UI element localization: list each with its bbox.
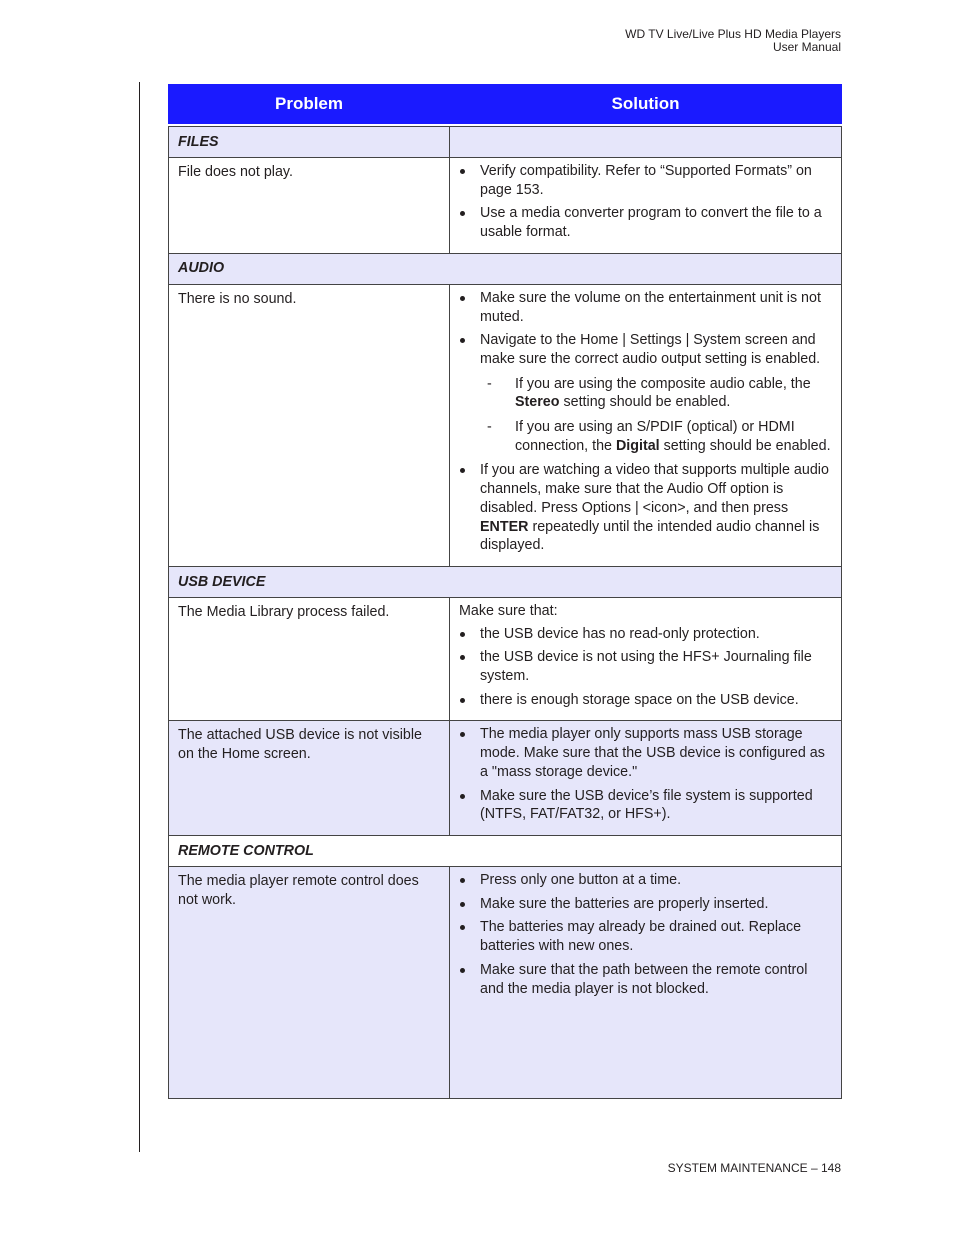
column-header-solution: Solution [450,85,842,124]
list-item: Use a media converter program to convert the file to a usable format. [459,204,832,241]
solution-list [459,289,832,555]
table-row [169,158,842,254]
section-row-audio [169,253,842,284]
solution-cell [450,158,842,254]
table-header-row [169,85,842,124]
list-item-text: repeatedly until the intended audio channel is displayed. [480,518,820,554]
solution-intro: Make sure that: [459,602,558,619]
list-item: Make sure that the path between the remote control and the media player is not blocked. [459,961,832,998]
key-name-enter: ENTER [480,518,529,535]
sub-list-item [480,375,832,412]
problem-cell: There is no sound. [169,284,450,566]
troubleshooting-table [168,84,842,1099]
page-header [625,28,841,54]
problem-cell: The attached USB device is not visible on the Home screen. [169,721,450,836]
sub-item-text: setting should be enabled. [559,394,731,411]
header-product-title: WD TV Live/Live Plus HD Media Players [625,27,841,41]
section-row-remote-control [169,835,842,866]
section-heading-usb-device: USB DEVICE [169,566,842,597]
setting-name-stereo: Stereo [515,394,560,411]
page-footer: SYSTEM MAINTENANCE – 148 [667,1161,841,1175]
list-item-text: If you are watching a video that supports multiple audio channels, make sure that the Audio Off option is disabled. Press Options | <icon>, and then press [480,462,829,516]
list-item: The batteries may already be drained out. Replace batteries with new ones. [459,918,832,955]
solution-list [459,871,832,998]
sub-list-item [480,418,832,455]
list-item [459,461,832,555]
column-header-problem: Problem [169,85,450,124]
header-manual-label: User Manual [772,40,841,54]
list-item: Verify compatibility. Refer to “Supported Formats” on page 153. [459,162,832,199]
list-item: the USB device is not using the HFS+ Journaling file system. [459,648,832,685]
setting-name-digital: Digital [615,437,660,454]
section-heading-remote-control: REMOTE CONTROL [169,835,842,866]
list-item: Press only one button at a time. [459,871,832,890]
list-item: Make sure the volume on the entertainment unit is not muted. [459,289,832,326]
solution-cell [450,597,842,721]
sub-item-text: If you are using an S/PDIF (optical) or HDMI connection, the [515,419,795,454]
table-row [169,597,842,721]
problem-cell: The Media Library process failed. [169,597,450,721]
sub-list [480,375,832,456]
sub-item-text: setting should be enabled. [659,437,831,454]
list-item: Make sure the batteries are properly inserted. [459,895,832,914]
solution-cell [450,721,842,836]
list-item: the USB device has no read-only protection. [459,625,832,644]
section-row-files [169,127,842,158]
table-row [169,284,842,566]
section-heading-audio: AUDIO [169,253,842,284]
solution-list [459,725,832,824]
section-heading-files: FILES [169,127,450,158]
section-row-usb-device [169,566,842,597]
margin-rule [139,82,140,1152]
solution-list [459,625,832,710]
table-row [169,866,842,1098]
solution-cell [450,284,842,566]
list-item: The media player only supports mass USB storage mode. Make sure that the USB device is configured as a "mass storage device." [459,725,832,781]
section-empty-cell [450,127,842,158]
list-item [459,331,832,455]
list-item: there is enough storage space on the USB device. [459,691,832,710]
solution-cell [450,866,842,1098]
list-item: Make sure the USB device’s file system is supported (NTFS, FAT/FAT32, or HFS+). [459,787,832,824]
solution-list [459,162,832,242]
sub-item-text: If you are using the composite audio cable, the [515,375,811,392]
problem-cell: The media player remote control does not work. [169,866,450,1098]
table-row [169,721,842,836]
list-item-text: Navigate to the Home | Settings | System screen and make sure the correct audio output setting is enabled. [480,332,821,367]
problem-cell: File does not play. [169,158,450,254]
